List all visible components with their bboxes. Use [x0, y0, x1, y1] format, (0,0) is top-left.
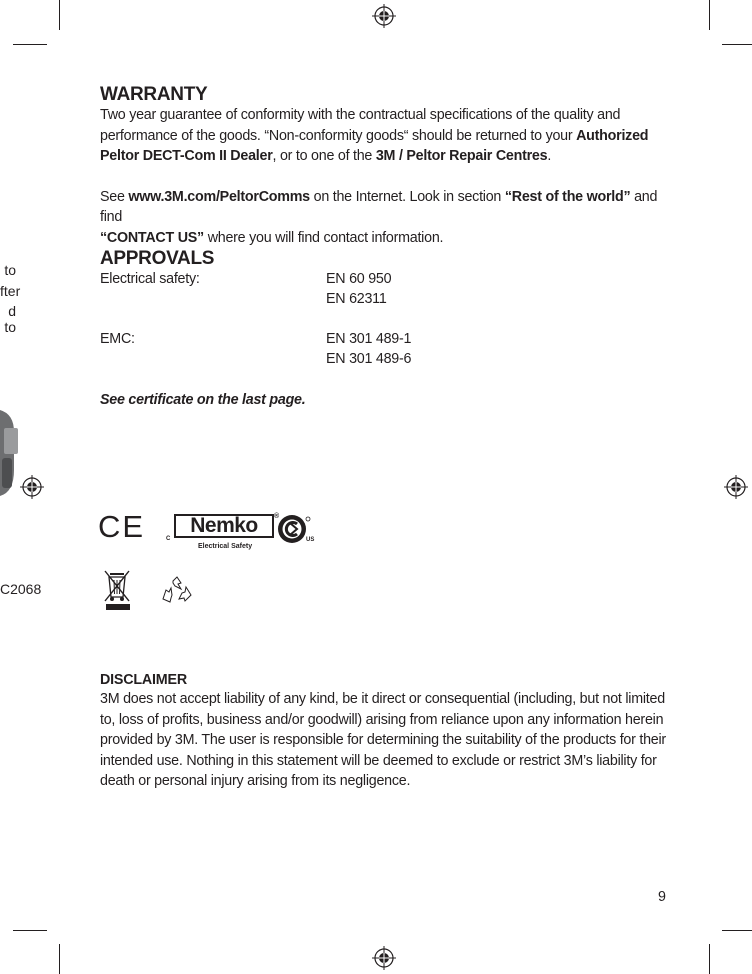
registration-mark-icon: [372, 946, 396, 970]
warranty-body: Two year guarantee of conformity with the contractual specifications of the quality and performance of the goods. “Non-conformity goods“ should be returned to your Authorized Peltor DECT-Com II Dealer, or to one of the 3M / Peltor Repair Centres. See www.3M.com/PeltorComms on the Internet. Look in section “Rest of the world” and find “CONTACT US” where you will find contact information.: [100, 107, 658, 246]
approval-value: EN 301 489-1: [326, 331, 412, 347]
crop-mark: [709, 0, 710, 30]
warranty-heading: WARRANTY: [100, 84, 208, 105]
crop-mark: [13, 44, 47, 45]
page-number: 9: [658, 889, 666, 905]
approval-value: EN 301 489-6: [326, 351, 412, 367]
nemko-subtitle: Electrical Safety: [198, 543, 253, 550]
nemko-logo: Nemko: [174, 514, 274, 538]
disclaimer-line: intended use. Nothing in this statement will be deemed to exclude or restrict 3M’s liability for: [100, 752, 657, 769]
crop-mark: [709, 944, 710, 974]
approval-label: Electrical safety:: [100, 271, 200, 287]
device-image-fragment: [0, 408, 18, 498]
crop-mark: [722, 44, 752, 45]
crop-mark: [13, 930, 47, 931]
crop-mark: [59, 944, 60, 974]
edge-fragment: d to: [4, 303, 16, 335]
approval-value: EN 60 950: [326, 271, 392, 287]
nemko-c-mark: C: [166, 536, 171, 542]
registration-mark-icon: [20, 475, 44, 499]
approvals-heading: APPROVALS: [100, 248, 215, 269]
registration-mark-icon: [372, 4, 396, 28]
edge-fragment: fter: [0, 283, 21, 299]
weee-crossed-bin-icon: [104, 569, 132, 611]
disclaimer-line: death or personal injury arising from its negligence.: [100, 773, 411, 789]
recycling-icon: [161, 575, 193, 607]
disclaimer-heading: DISCLAIMER: [100, 672, 187, 688]
disclaimer-body: [100, 689, 690, 792]
edge-fragment: C2068: [0, 581, 42, 597]
crop-mark: [59, 0, 60, 30]
approval-value: EN 62311: [326, 291, 387, 307]
registration-mark-icon: [724, 475, 748, 499]
disclaimer-line: provided by 3M. The user is responsible for determining the suitability of the products for their: [100, 732, 666, 748]
crop-mark: [722, 930, 752, 931]
approval-label: EMC:: [100, 331, 135, 347]
disclaimer-line: to, loss of profits, business and/or goodwill) arising from reliance upon any information herein: [100, 711, 664, 728]
nemko-registered: ®: [274, 513, 280, 520]
nemko-us-mark: US: [306, 537, 315, 543]
ce-mark: CE: [98, 509, 146, 544]
certificate-note: See certificate on the last page.: [100, 392, 306, 408]
edge-fragment: to: [4, 262, 16, 278]
disclaimer-line: 3M does not accept liability of any kind, be it direct or consequential (including, but not limited: [100, 691, 665, 707]
